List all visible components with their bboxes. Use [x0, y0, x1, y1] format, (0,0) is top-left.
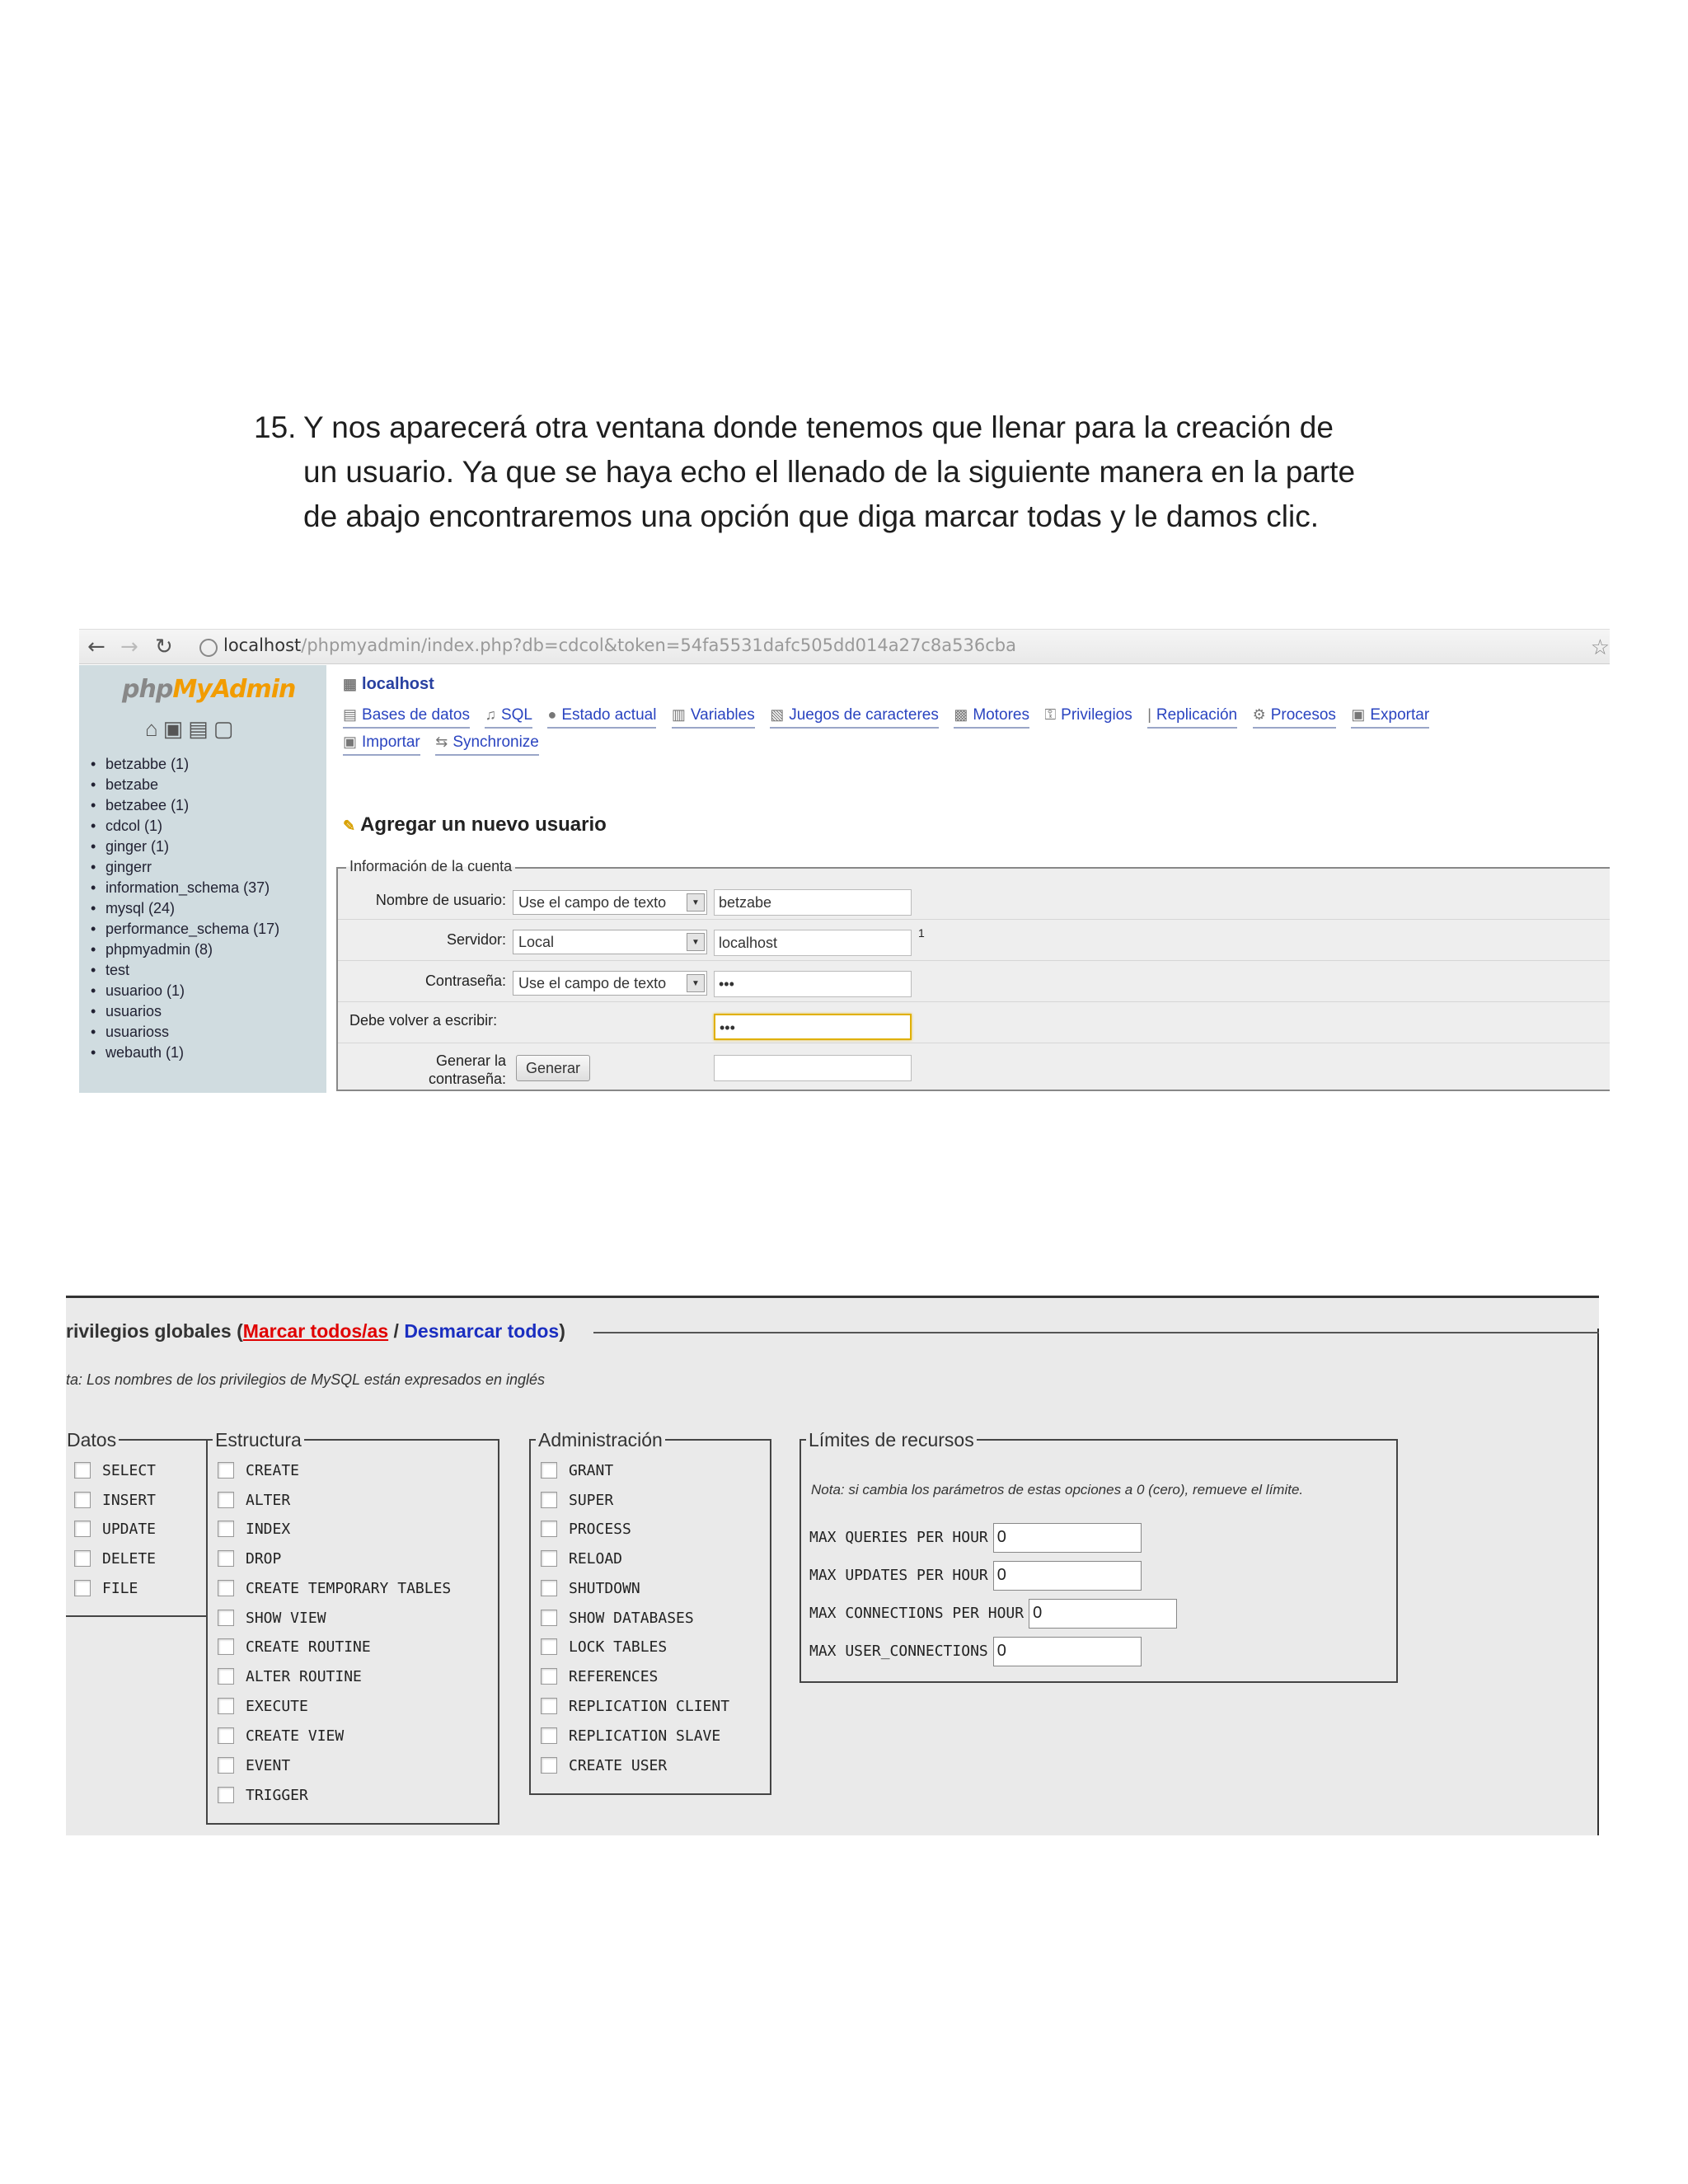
database-item[interactable]: • mysql (24) — [91, 898, 279, 919]
process-icon: ⚙ — [1252, 706, 1266, 723]
import-icon: ▣ — [343, 733, 358, 750]
priv-checkbox[interactable]: CREATE USER — [541, 1757, 667, 1774]
username-label: Nombre de usuario: — [375, 892, 506, 908]
checkbox-icon[interactable] — [541, 1462, 557, 1479]
checkbox-icon[interactable] — [218, 1521, 234, 1537]
database-item[interactable]: • test — [91, 960, 279, 981]
account-fieldset — [336, 858, 1610, 1091]
checkbox-icon[interactable] — [218, 1787, 234, 1803]
chevron-down-icon: ▼ — [687, 974, 705, 992]
host-select[interactable]: Local ▼ — [513, 930, 707, 954]
unmark-all-link[interactable]: Desmarcar todos — [404, 1320, 560, 1342]
checkbox-icon[interactable] — [218, 1727, 234, 1744]
checkbox-icon[interactable] — [218, 1580, 234, 1596]
sql-window-icon[interactable]: ▣ — [162, 716, 189, 741]
tab-status[interactable]: ● Estado actual — [547, 706, 656, 729]
mark-all-link[interactable]: Marcar todos/as — [242, 1320, 389, 1342]
server-icon: ▦ — [343, 676, 358, 692]
database-icon: ▤ — [343, 706, 358, 723]
checkbox-icon[interactable] — [541, 1521, 557, 1537]
tab-import[interactable]: ▣ Importar — [343, 733, 420, 756]
priv-checkbox[interactable]: DELETE — [74, 1550, 156, 1568]
priv-checkbox[interactable]: REPLICATION CLIENT — [541, 1698, 729, 1715]
tab-synchronize[interactable]: ⇆ Synchronize — [435, 733, 539, 756]
checkbox-icon[interactable] — [541, 1610, 557, 1626]
priv-checkbox[interactable]: TRIGGER — [218, 1787, 308, 1804]
database-item[interactable]: • usuarios — [91, 1001, 279, 1022]
password-select[interactable]: Use el campo de texto ▼ — [513, 971, 707, 996]
pma-main — [335, 665, 1610, 1093]
priv-checkbox[interactable]: CREATE VIEW — [218, 1727, 344, 1745]
checkbox-icon[interactable] — [218, 1757, 234, 1774]
priv-checkbox[interactable]: ALTER ROUTINE — [218, 1668, 362, 1685]
username-input[interactable]: betzabe — [714, 889, 912, 916]
checkbox-icon[interactable] — [541, 1550, 557, 1567]
tab-engines[interactable]: ▩ Motores — [954, 706, 1029, 729]
checkbox-icon[interactable] — [541, 1580, 557, 1596]
charset-icon: ▧ — [770, 706, 785, 723]
limit-row: MAX UPDATES PER HOUR 0 — [809, 1561, 1142, 1591]
priv-checkbox[interactable]: FILE — [74, 1580, 138, 1597]
retype-row — [338, 1002, 1610, 1043]
priv-checkbox[interactable]: ALTER — [218, 1492, 290, 1509]
checkbox-icon[interactable] — [74, 1580, 91, 1596]
tab-privileges[interactable]: ⚿ Privilegios — [1044, 706, 1132, 724]
retype-input[interactable]: ••• — [714, 1014, 912, 1040]
instruction-paragraph — [254, 405, 1474, 539]
priv-checkbox[interactable]: REPLICATION SLAVE — [541, 1727, 720, 1745]
priv-checkbox[interactable]: EXECUTE — [218, 1698, 308, 1715]
retype-label: Debe volver a escribir: — [349, 1012, 498, 1029]
checkbox-icon[interactable] — [218, 1492, 234, 1508]
host-input[interactable]: localhost — [714, 930, 912, 956]
checkbox-icon[interactable] — [218, 1550, 234, 1567]
limit-row: MAX CONNECTIONS PER HOUR 0 — [809, 1599, 1177, 1629]
checkbox-icon[interactable] — [74, 1462, 91, 1479]
sql-icon: ♫ — [485, 706, 496, 723]
instruction-text — [254, 405, 1474, 539]
priv-checkbox[interactable]: PROCESS — [541, 1521, 631, 1538]
priv-checkbox[interactable]: GRANT — [541, 1462, 613, 1479]
replication-icon: | — [1147, 706, 1151, 723]
tab-export[interactable]: ▣ Exportar — [1351, 706, 1429, 729]
priv-checkbox[interactable]: SHOW VIEW — [218, 1610, 326, 1627]
password-input[interactable]: ••• — [714, 971, 912, 997]
host-footnote: 1 — [918, 926, 925, 940]
group-legend: Estructura — [213, 1429, 304, 1451]
database-item[interactable]: • information_schema (37) — [91, 878, 279, 898]
priv-checkbox[interactable]: INSERT — [74, 1492, 156, 1509]
account-legend: Información de la cuenta — [346, 858, 515, 875]
divider — [66, 1296, 1599, 1298]
reload-icon[interactable]: ↻ — [155, 635, 173, 659]
host-row — [338, 920, 1610, 961]
add-user-icon: ✎ — [343, 818, 356, 834]
generate-row — [338, 1043, 1610, 1085]
database-item[interactable]: • betzabe — [91, 775, 279, 795]
screenshot-global-privileges — [66, 1296, 1599, 1835]
divider — [1597, 1329, 1599, 1835]
checkbox-icon[interactable] — [74, 1492, 91, 1508]
fieldset-border — [593, 1332, 1599, 1333]
url-field[interactable]: localhost/phpmyadmin/index.php?db=cdcol&token=54fa5531dafc505dd014a27c8a536cba — [223, 635, 1016, 655]
checkbox-icon[interactable] — [541, 1668, 557, 1685]
instruction-line: un usuario. Ya que se haya echo el llenado de la siguiente manera en la parte — [303, 455, 1356, 489]
tab-variables[interactable]: ▥ Variables — [672, 706, 755, 729]
checkbox-icon[interactable] — [74, 1550, 91, 1567]
group-resource-limits — [799, 1429, 1398, 1683]
database-list — [91, 754, 279, 1063]
checkbox-icon[interactable] — [541, 1757, 557, 1774]
checkbox-icon[interactable] — [541, 1727, 557, 1744]
instruction-line: de abajo encontraremos una opción que diga marcar todas y le damos clic. — [303, 499, 1319, 533]
bookmark-star-icon[interactable]: ☆ — [1590, 635, 1610, 659]
docs-icon[interactable]: ▤ — [188, 716, 213, 741]
tab-sql[interactable]: ♫ SQL — [485, 706, 532, 729]
group-legend: Datos — [66, 1429, 119, 1451]
checkbox-icon[interactable] — [541, 1638, 557, 1655]
pma-logo[interactable]: phpMyAdmin — [122, 675, 296, 704]
priv-checkbox[interactable]: LOCK TABLES — [541, 1638, 667, 1656]
limits-note: Nota: si cambia los parámetros de estas opciones a 0 (cero), remueve el límite. — [811, 1482, 1304, 1497]
limit-input[interactable]: 0 — [993, 1637, 1142, 1666]
tab-replication[interactable]: | Replicación — [1147, 706, 1237, 729]
wiki-icon[interactable]: ▢ — [213, 716, 239, 741]
limit-row: MAX QUERIES PER HOUR 0 — [809, 1523, 1142, 1553]
forward-icon[interactable]: → — [120, 635, 138, 659]
generate-label: Generar la contraseña: — [428, 1052, 506, 1087]
top-menu-tabs — [343, 706, 1610, 761]
priv-checkbox[interactable]: INDEX — [218, 1521, 290, 1538]
username-row — [338, 879, 1610, 920]
server-breadcrumb[interactable]: ▦ localhost — [343, 675, 434, 693]
global-privileges-heading: rivilegios globales (Marcar todos/as / Desmarcar todos) — [66, 1320, 572, 1343]
priv-checkbox[interactable]: EVENT — [218, 1757, 290, 1774]
group-structure — [206, 1429, 499, 1825]
step-number: 15. — [254, 410, 297, 444]
checkbox-icon[interactable] — [218, 1638, 234, 1655]
priv-checkbox[interactable]: UPDATE — [74, 1521, 156, 1538]
tab-databases[interactable]: ▤ Bases de datos — [343, 706, 470, 729]
database-item[interactable]: • ginger (1) — [91, 837, 279, 857]
database-item[interactable]: • phpmyadmin (8) — [91, 940, 279, 960]
status-icon: ● — [547, 706, 557, 723]
variables-icon: ▥ — [671, 706, 686, 723]
priv-checkbox[interactable]: SHUTDOWN — [541, 1580, 640, 1597]
database-item[interactable]: • performance_schema (17) — [91, 919, 279, 940]
checkbox-icon[interactable] — [218, 1698, 234, 1714]
priv-checkbox[interactable]: REFERENCES — [541, 1668, 658, 1685]
page-info-icon[interactable] — [199, 639, 218, 657]
database-item[interactable]: • gingerr — [91, 857, 279, 878]
database-item[interactable]: • cdcol (1) — [91, 816, 279, 837]
database-item[interactable]: • webauth (1) — [91, 1043, 279, 1063]
password-row — [338, 961, 1610, 1002]
priv-checkbox[interactable]: RELOAD — [541, 1550, 622, 1568]
screenshot-add-user — [79, 629, 1610, 1093]
export-icon: ▣ — [1351, 706, 1366, 723]
checkbox-icon[interactable] — [541, 1698, 557, 1714]
chevron-down-icon: ▼ — [687, 893, 705, 912]
engine-icon: ▩ — [954, 706, 968, 723]
generate-password-button[interactable]: Generar — [516, 1055, 590, 1081]
password-label: Contraseña: — [424, 972, 506, 989]
priv-checkbox[interactable]: SUPER — [541, 1492, 613, 1509]
priv-checkbox[interactable]: DROP — [218, 1550, 281, 1568]
sync-icon: ⇆ — [435, 733, 448, 750]
database-item[interactable]: • usuarioo (1) — [91, 981, 279, 1001]
instruction-line: Y nos aparecerá otra ventana donde tenemos que llenar para la creación de — [303, 410, 1334, 444]
chevron-down-icon: ▼ — [687, 933, 705, 951]
checkbox-icon[interactable] — [218, 1462, 234, 1479]
home-icon[interactable]: ⌂ — [145, 716, 163, 741]
database-item[interactable]: • betzabbe (1) — [91, 754, 279, 775]
tab-processes[interactable]: ⚙ Procesos — [1253, 706, 1336, 729]
pma-sidebar — [79, 665, 326, 1093]
limit-input[interactable]: 0 — [993, 1561, 1142, 1591]
privileges-icon: ⚿ — [1044, 706, 1057, 723]
priv-checkbox[interactable]: SHOW DATABASES — [541, 1610, 694, 1627]
checkbox-icon[interactable] — [218, 1668, 234, 1685]
group-legend: Administración — [536, 1429, 665, 1451]
priv-checkbox[interactable]: CREATE TEMPORARY TABLES — [218, 1580, 451, 1597]
privileges-note: ta: Los nombres de los privilegios de MySQL están expresados en inglés — [66, 1371, 545, 1388]
priv-checkbox[interactable]: SELECT — [74, 1462, 156, 1479]
limit-input[interactable]: 0 — [993, 1523, 1142, 1553]
tab-charsets[interactable]: ▧ Juegos de caracteres — [770, 706, 939, 729]
back-icon[interactable]: ← — [87, 635, 106, 659]
host-label: Servidor: — [446, 931, 506, 948]
browser-address-bar — [79, 630, 1610, 664]
group-administration — [529, 1429, 771, 1795]
limit-input[interactable]: 0 — [1029, 1599, 1177, 1629]
checkbox-icon[interactable] — [218, 1610, 234, 1626]
limit-row: MAX USER_CONNECTIONS 0 — [809, 1637, 1142, 1666]
sidebar-toolbar — [145, 716, 238, 742]
checkbox-icon[interactable] — [74, 1521, 91, 1537]
group-legend: Límites de recursos — [806, 1429, 977, 1451]
page-title: ✎ Agregar un nuevo usuario — [343, 813, 607, 836]
database-item[interactable]: • usuarioss — [91, 1022, 279, 1043]
username-select[interactable]: Use el campo de texto ▼ — [513, 890, 707, 915]
database-item[interactable]: • betzabee (1) — [91, 795, 279, 816]
priv-checkbox[interactable]: CREATE ROUTINE — [218, 1638, 371, 1656]
checkbox-icon[interactable] — [541, 1492, 557, 1508]
generated-password-input[interactable] — [714, 1055, 912, 1081]
priv-checkbox[interactable]: CREATE — [218, 1462, 299, 1479]
